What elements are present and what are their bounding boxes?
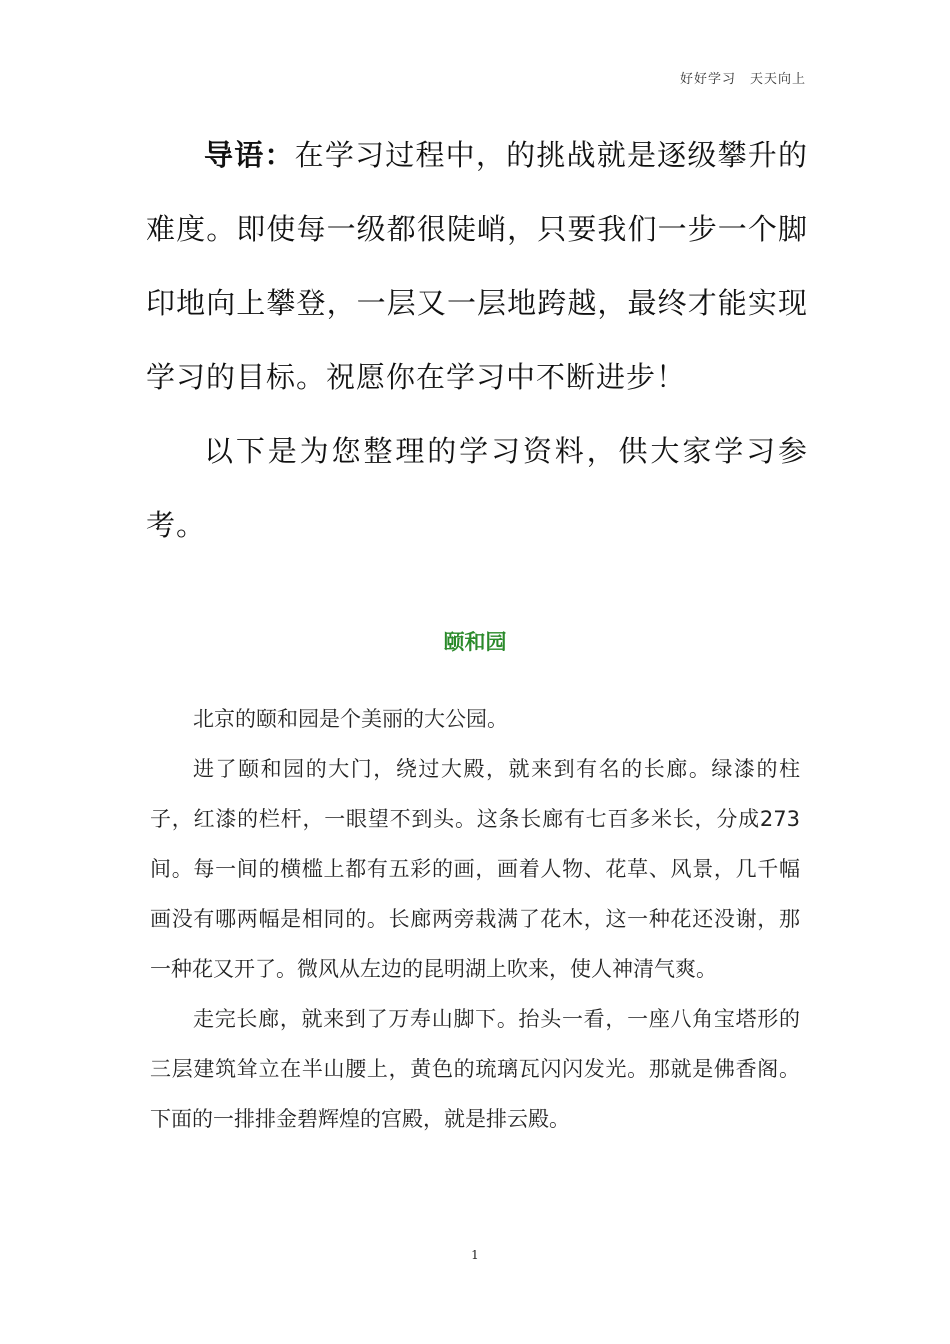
intro-text: 在学习过程中，的挑战就是逐级攀升的难度。即使每一级都很陡峭，只要我们一步一个脚印地向上攀登，一层又一层地跨越，最终才能实现学习的目标。祝愿你在学习中不断进步！	[146, 138, 808, 394]
header-left-text: 好好学习	[679, 72, 736, 87]
article-body	[150, 694, 800, 1144]
article-title: 颐和园	[443, 630, 507, 654]
article-paragraph-2: 进了颐和园的大门，绕过大殿，就来到有名的长廊。绿漆的柱子，红漆的栏杆，一眼望不到头。这条长廊有七百多米长，分成273间。每一间的横槛上都有五彩的画，画着人物、花草、风景，几千幅画没有哪两幅是相同的。长廊两旁栽满了花木，这一种花还没谢，那一种花又开了。微风从左边的昆明湖上吹来，使人神清气爽。	[150, 757, 800, 981]
header-right-text: 天天向上	[749, 72, 806, 87]
page-number: 1	[471, 1248, 479, 1262]
intro-label: 导语：	[204, 138, 295, 172]
intro-note: 以下是为您整理的学习资料，供大家学习参考。	[146, 434, 808, 542]
intro-paragraph	[146, 118, 808, 414]
article-paragraph-3: 走完长廊，就来到了万寿山脚下。抬头一看，一座八角宝塔形的三层建筑耸立在半山腰上，黄色的琉璃瓦闪闪发光。那就是佛香阁。下面的一排排金碧辉煌的宫殿，就是排云殿。	[150, 1007, 800, 1131]
article-paragraph-1: 北京的颐和园是个美丽的大公园。	[193, 707, 508, 731]
page-header	[680, 68, 806, 87]
intro-section	[146, 118, 808, 562]
